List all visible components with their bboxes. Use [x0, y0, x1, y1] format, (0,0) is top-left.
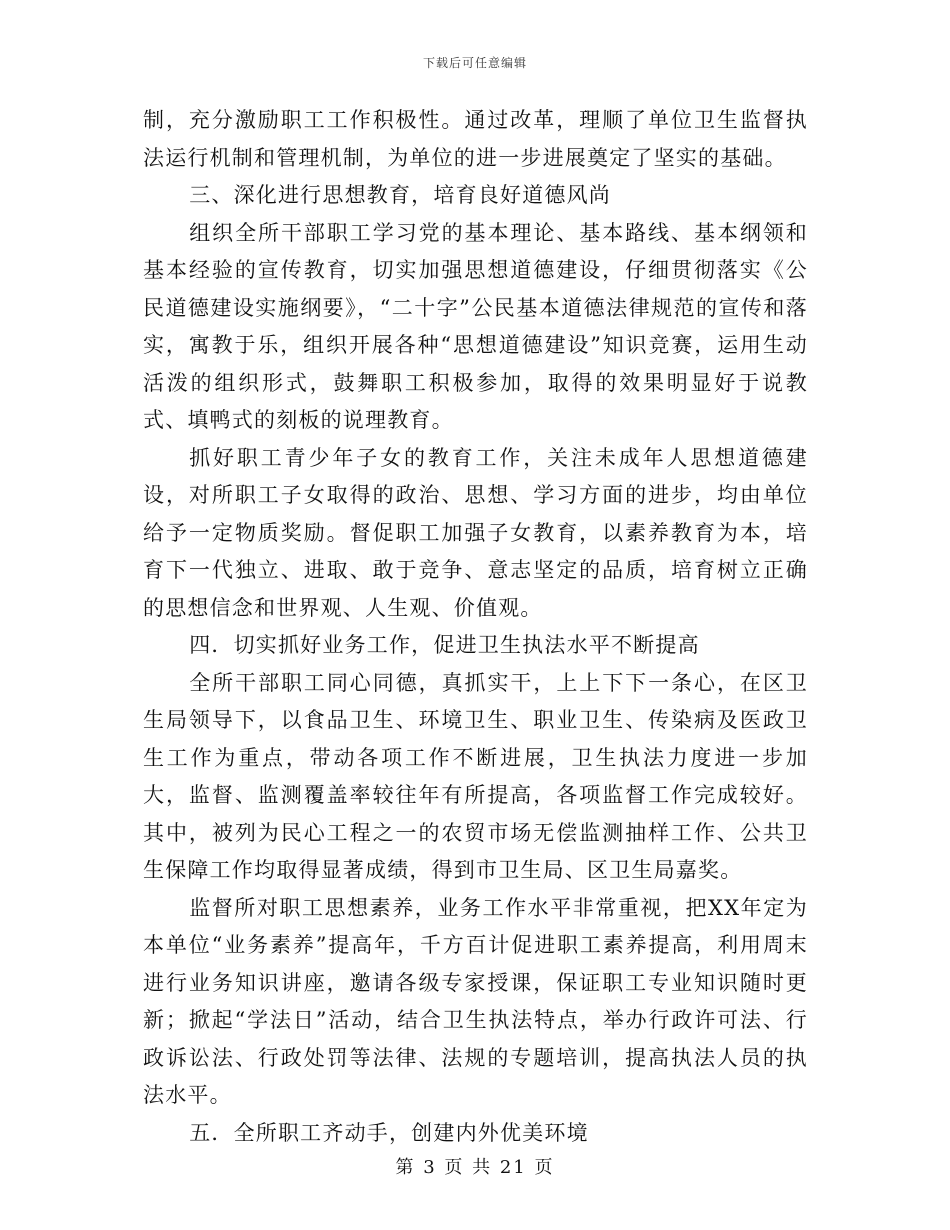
paragraph: 监督所对职工思想素养，业务工作水平非常重视，把XX年定为本单位“业务素养”提高年，千方百计促进职工素养提高，利用周末进行业务知识讲座，邀请各级专家授课，保证职工专业知识随时更新；掀起“学法日”活动，结合卫生执法特点，举办行政许可法、行政诉讼法、行政处罚等法律、法规的专题培训，提高执法人员的执法水平。: [143, 895, 808, 1107]
section-heading-4: 四．切实抓好业务工作，促进卫生执法水平不断提高: [189, 633, 700, 657]
paragraph-continued: 制，充分激励职工工作积极性。通过改革，理顺了单位卫生监督执法运行机制和管理机制，为单位的进一步进展奠定了坚实的基础。: [143, 108, 808, 170]
page-header-note: 下载后可任意编辑: [422, 56, 527, 70]
document-body: [143, 102, 808, 1152]
paragraph: 全所干部职工同心同德，真抓实干，上上下下一条心，在区卫生局领导下，以食品卫生、环境卫生、职业卫生、传染病及医政卫生工作为重点，带动各项工作不断进展，卫生执法力度进一步加大，监督、监测覆盖率较往年有所提高，各项监督工作完成较好。其中，被列为民心工程之一的农贸市场无偿监测抽样工作、公共卫生保障工作均取得显著成绩，得到市卫生局、区卫生局嘉奖。: [143, 670, 808, 882]
section-heading-5: 五．全所职工齐动手，创建内外优美环境: [189, 1120, 589, 1145]
paragraph: 抓好职工青少年子女的教育工作，关注未成年人思想道德建设，对所职工子女取得的政治、思想、学习方面的进步，均由单位给予一定物质奖励。督促职工加强子女教育，以素养教育为本，培育下一代独立、进取、敢于竞争、意志坚定的品质，培育树立正确的思想信念和世界观、人生观、价值观。: [143, 445, 808, 620]
page-number-footer: 第 3 页 共 21 页: [395, 1157, 555, 1178]
paragraph: 组织全所干部职工学习党的基本理论、基本路线、基本纲领和基本经验的宣传教育，切实加强思想道德建设，仔细贯彻落实《公民道德建设实施纲要》，“二十字”公民基本道德法律规范的宣传和落实，寓教于乐，组织开展各种“思想道德建设”知识竞赛，运用生动活泼的组织形式，鼓舞职工积极参加，取得的效果明显好于说教式、填鸭式的刻板的说理教育。: [143, 220, 808, 432]
section-heading-3: 三、深化进行思想教育，培育良好道德风尚: [189, 183, 611, 207]
